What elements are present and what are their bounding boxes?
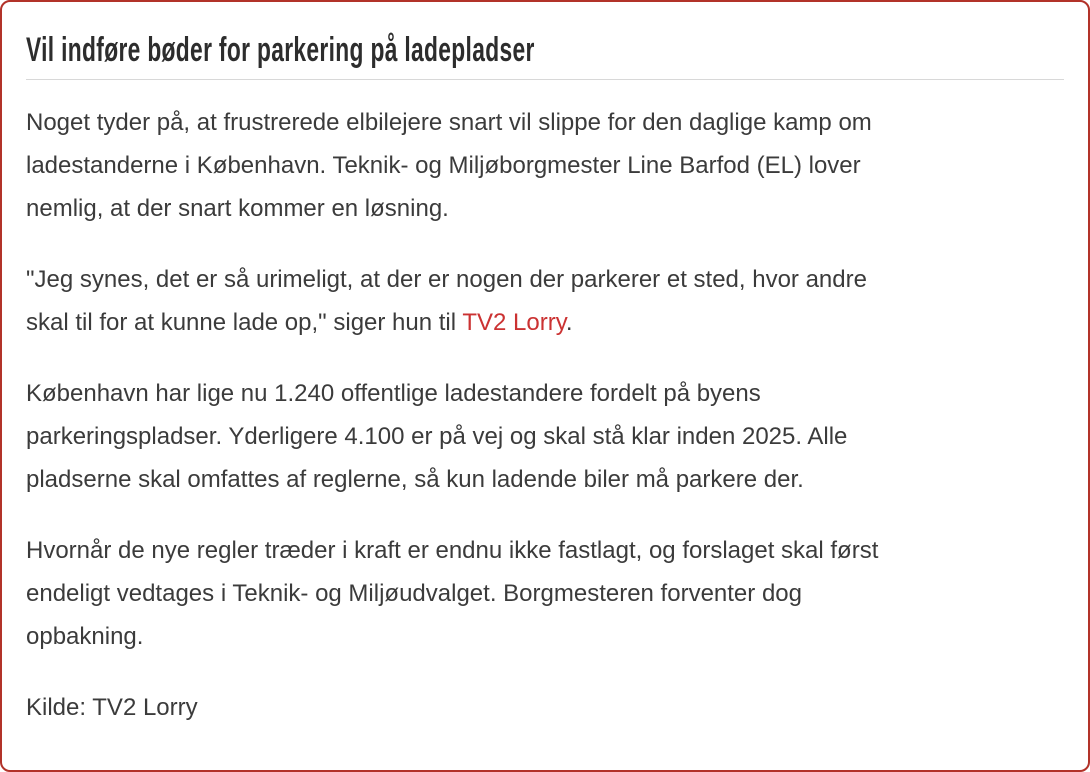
article-title: [26, 28, 1064, 72]
paragraph-text: Kilde: TV2 Lorry: [26, 694, 198, 721]
paragraph-text: København har lige nu 1.240 offentlige ladestandere fordelt på byens parkeringspladser. Yderligere 4.100 er på vej og skal stå klar inden 2025. Alle pladserne skal omfattes af reglerne, så kun ladende biler må parkere der.: [26, 380, 848, 493]
article-paragraph: [26, 101, 1064, 230]
article-paragraph: [26, 529, 1064, 658]
article-paragraph: [26, 686, 1064, 729]
article-title-text: Vil indføre bøder for parkering på ladepladser: [26, 31, 535, 69]
article-body: [26, 101, 1064, 729]
paragraph-text: Noget tyder på, at frustrerede elbilejere snart vil slippe for den daglige kamp om ladestanderne i København. Teknik- og Miljøborgmester Line Barfod (EL) lover nemlig, at der snart kommer en løsning.: [26, 109, 872, 222]
tv2-lorry-link[interactable]: TV2 Lorry: [462, 309, 566, 336]
paragraph-text: .: [565, 309, 573, 336]
heading-divider: [26, 79, 1064, 80]
paragraph-text: "Jeg synes, det er så urimeligt, at der er nogen der parkerer et sted, hvor andre skal til for at kunne lade op," siger hun til: [26, 266, 867, 336]
article-paragraph: [26, 258, 1064, 344]
article-paragraph: [26, 372, 1064, 501]
paragraph-text: Hvornår de nye regler træder i kraft er endnu ikke fastlagt, og forslaget skal først endeligt vedtages i Teknik- og Miljøudvalget. Borgmesteren forventer dog opbakning.: [26, 537, 879, 650]
